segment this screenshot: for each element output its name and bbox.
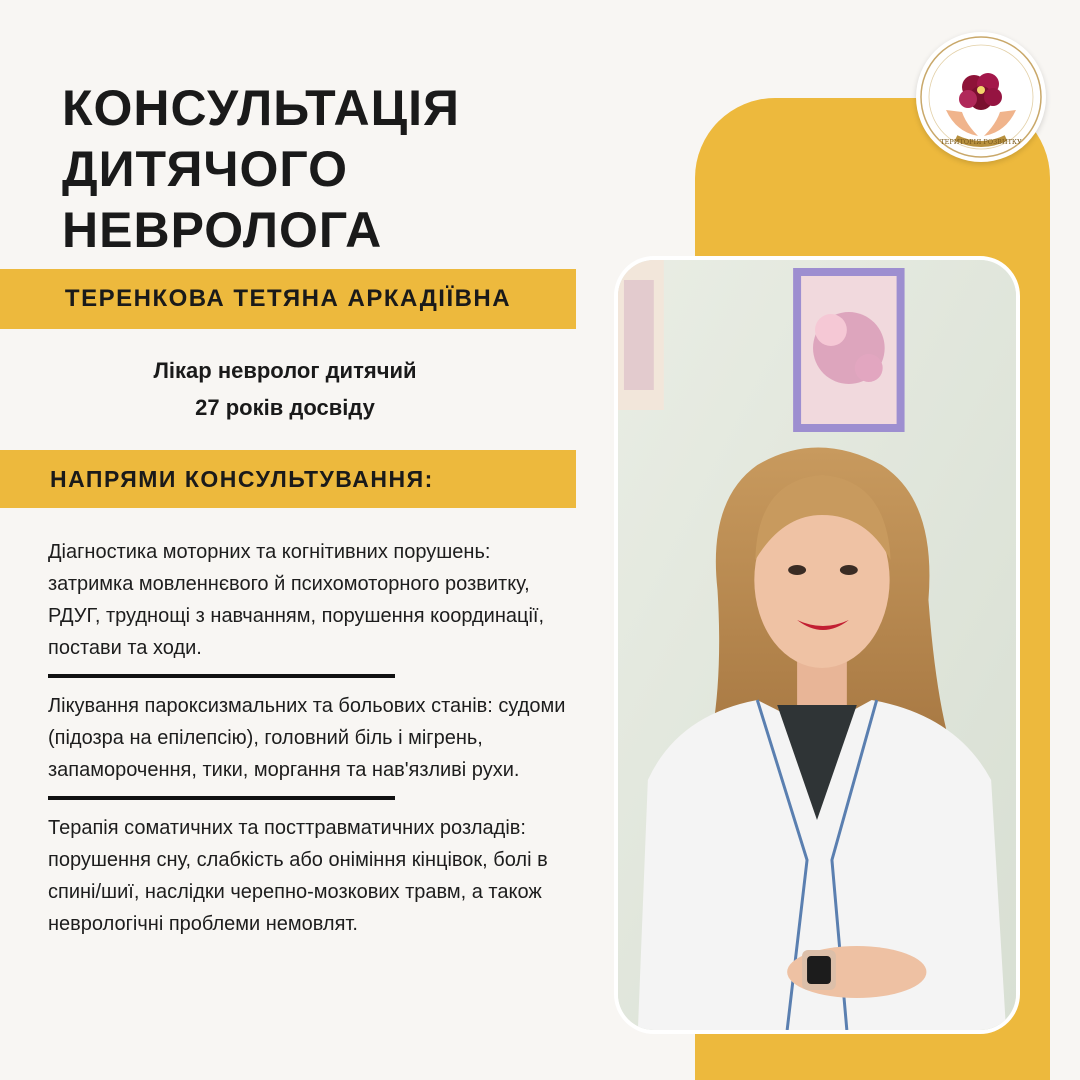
title-line-3: НЕВРОЛОГА bbox=[62, 202, 383, 258]
title-line-1: КОНСУЛЬТАЦІЯ bbox=[62, 80, 460, 136]
doctor-name: ТЕРЕНКОВА ТЕТЯНА АРКАДІЇВНА bbox=[64, 285, 512, 312]
direction-item: Діагностика моторних та когнітивних порушень: затримка мовленнєвого й психомоторного розвитку, РДУГ, труднощі з навчанням, порушення координації, постави та ходи. bbox=[48, 541, 545, 659]
title-line-2: ДИТЯЧОГО bbox=[62, 141, 348, 197]
direction-item: Лікування пароксизмальних та больових станів: судоми (підозра на епілепсію), головний біль і мігрень, запаморочення, тики, моргання та нав'язливі рухи. bbox=[48, 695, 566, 781]
page-title bbox=[62, 78, 460, 261]
directions-heading-banner bbox=[0, 450, 576, 508]
divider bbox=[48, 796, 395, 800]
flower-hands-logo-icon bbox=[916, 32, 1046, 162]
doctor-photo bbox=[614, 256, 1020, 1034]
clinic-logo bbox=[916, 32, 1046, 162]
doctor-info bbox=[0, 352, 570, 426]
doctor-portrait-icon bbox=[618, 260, 1016, 1030]
doctor-experience: 27 років досвіду bbox=[195, 395, 375, 420]
direction-item: Терапія соматичних та посттравматичних розладів: порушення сну, слабкість або оніміння кінцівок, болі в спині/шиї, наслідки черепно-мозкових травм, а також неврологічні проблеми немовлят. bbox=[48, 817, 548, 935]
doctor-name-banner bbox=[0, 269, 576, 329]
doctor-role: Лікар невролог дитячий bbox=[153, 358, 417, 383]
logo-text: ТЕРИТОРІЯ РОЗВИТКУ bbox=[940, 138, 1022, 146]
directions-list bbox=[48, 536, 578, 940]
divider bbox=[48, 674, 395, 678]
directions-heading: НАПРЯМИ КОНСУЛЬТУВАННЯ: bbox=[50, 465, 434, 492]
